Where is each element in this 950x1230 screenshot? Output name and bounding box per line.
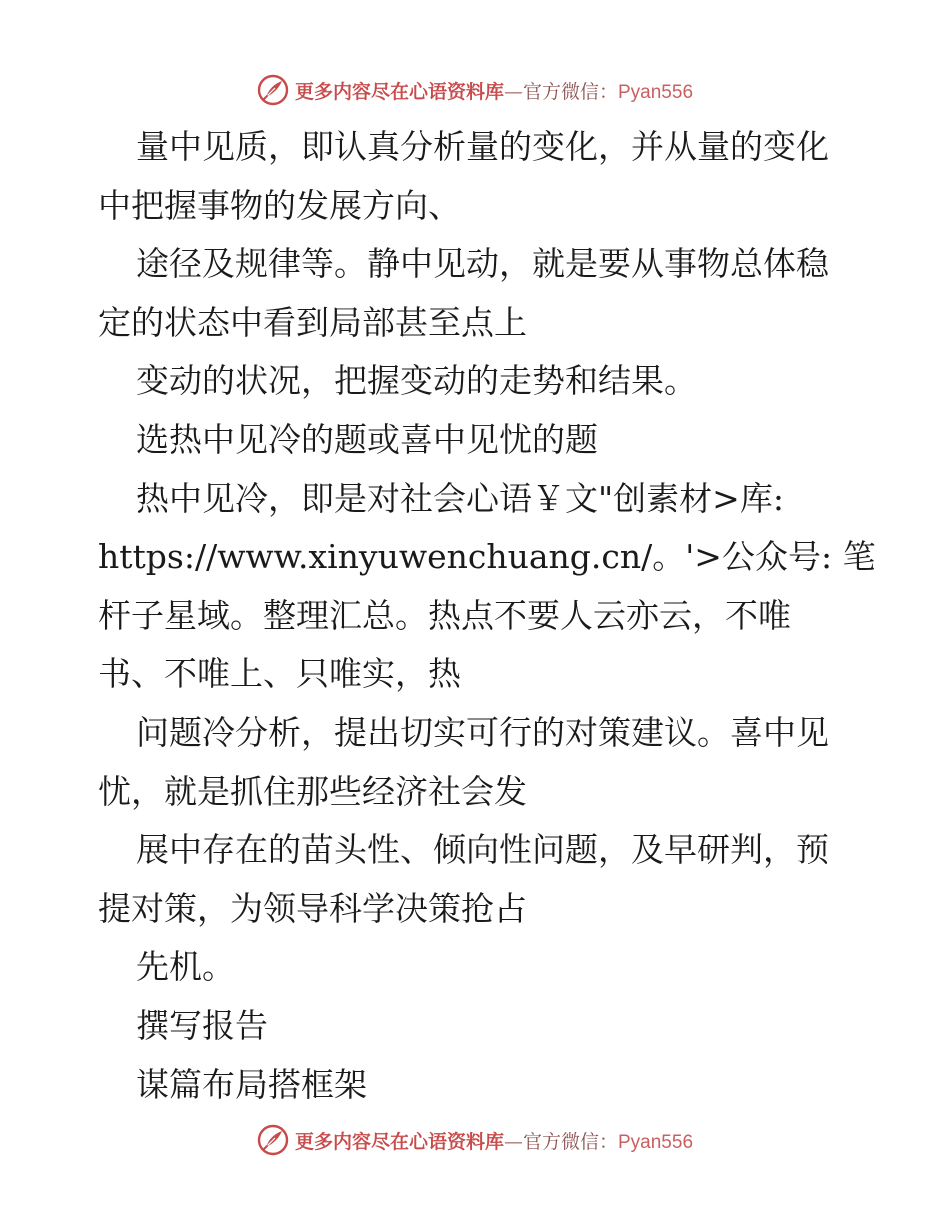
document-body	[98, 118, 876, 1114]
header-wechat-label: 官方微信：	[522, 80, 618, 103]
footer-separator: —	[503, 1130, 523, 1153]
footer-wechat-label: 官方微信：	[522, 1130, 618, 1153]
feather-pen-circle-icon	[257, 74, 289, 106]
footer-banner	[0, 1120, 950, 1160]
header-wechat-id: Pyan556	[618, 81, 694, 103]
feather-pen-circle-icon	[257, 1124, 289, 1156]
section-heading: 谋篇布局搭框架	[136, 1064, 367, 1104]
header-banner	[0, 70, 950, 110]
header-separator: —	[503, 80, 523, 103]
footer-banner-text	[295, 1127, 693, 1154]
body-line: 先机。	[136, 947, 235, 987]
body-line: 中把握事物的发展方向、	[98, 185, 461, 225]
body-line: 忧，就是抓住那些经济社会发	[98, 771, 527, 811]
body-line-url: https://www.xinyuwenchuang.cn/。'>公众号: 笔	[98, 537, 876, 577]
body-line: 书、不唯上、只唯实，热	[98, 654, 461, 694]
footer-banner-inner	[257, 1124, 693, 1156]
body-line: 提对策，为领导科学决策抢占	[98, 888, 527, 928]
body-line: 变动的状况，把握变动的走势和结果。	[136, 361, 697, 401]
body-line: 量中见质，即认真分析量的变化，并从量的变化	[136, 127, 829, 166]
footer-brand: 更多内容尽在心语资料库	[294, 1130, 504, 1153]
body-line: 展中存在的苗头性、倾向性问题，及早研判，预	[136, 830, 829, 870]
section-heading: 选热中见冷的题或喜中见忧的题	[136, 419, 598, 459]
body-line: 问题冷分析，提出切实可行的对策建议。喜中见	[136, 712, 829, 752]
section-heading: 撰写报告	[136, 1005, 268, 1045]
header-banner-text	[295, 77, 693, 104]
header-brand: 更多内容尽在心语资料库	[294, 80, 504, 103]
header-banner-inner	[257, 74, 693, 106]
body-line: 热中见冷，即是对社会心语￥文"创素材>库:	[136, 478, 784, 518]
body-line: 途径及规律等。静中见动，就是要从事物总体稳	[136, 244, 829, 284]
body-line: 定的状态中看到局部甚至点上	[98, 302, 527, 342]
body-line: 杆子星域。整理汇总。热点不要人云亦云，不唯	[98, 595, 791, 635]
footer-wechat-id: Pyan556	[618, 1131, 694, 1153]
